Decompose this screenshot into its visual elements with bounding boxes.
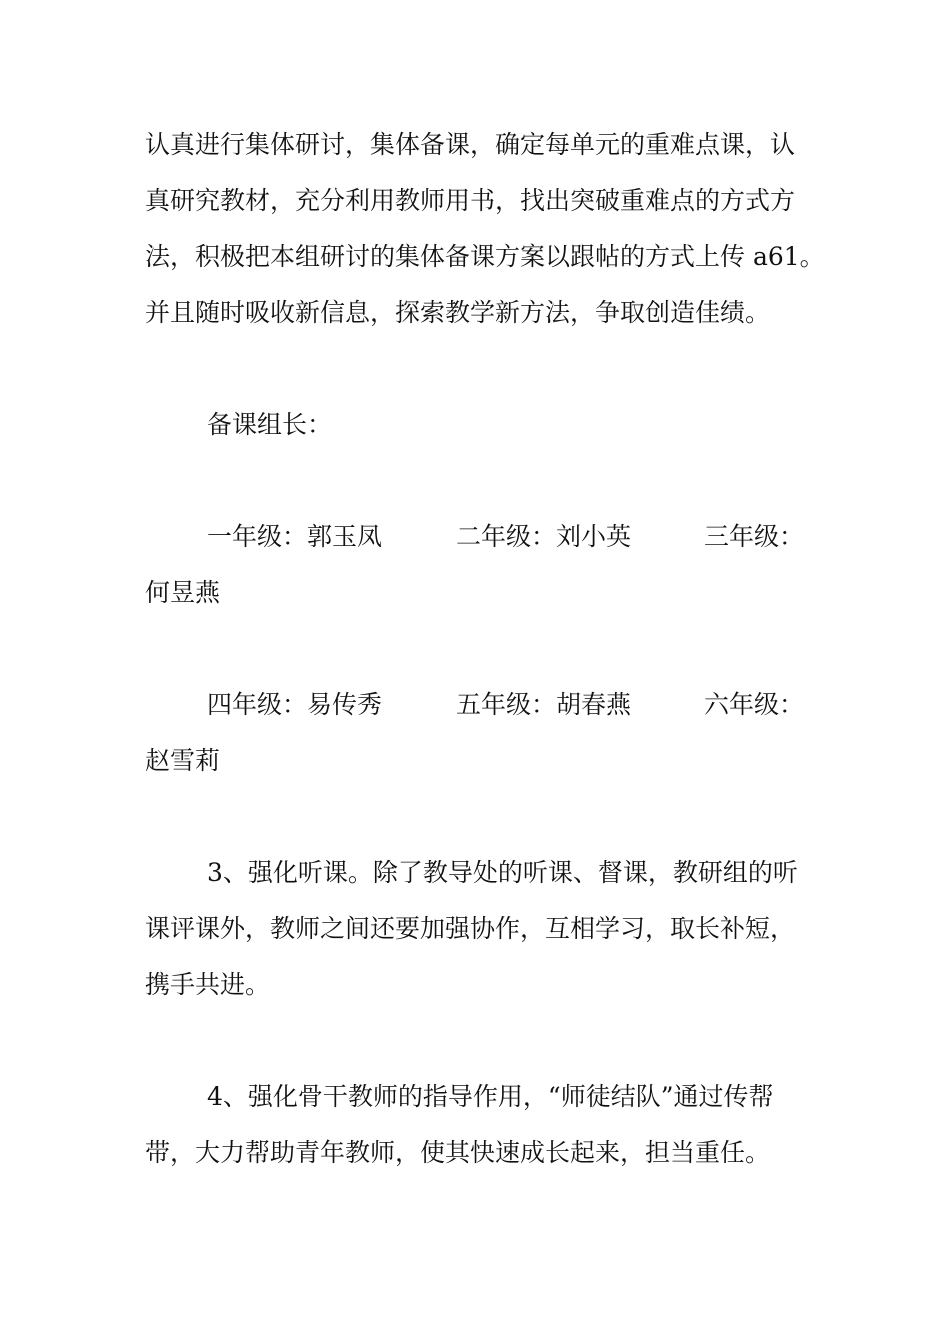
paragraph1-line4: 并且随时吸收新信息，探索教学新方法，争取创造佳绩。 bbox=[145, 298, 771, 327]
paragraph1-line2: 真研究教材，充分利用教师用书，找出突破重难点的方式方 bbox=[145, 186, 796, 215]
grade6-label: 六年级： bbox=[704, 690, 805, 719]
item4-line2: 带，大力帮助青年教师，使其快速成长起来，担当重任。 bbox=[145, 1138, 771, 1167]
grade1-leader: 一年级：郭玉凤 bbox=[207, 522, 383, 551]
item3-line1: 3、强化听课。除了教导处的听课、督课，教研组的听 bbox=[207, 858, 798, 887]
paragraph1-line1: 认真进行集体研讨，集体备课，确定每单元的重难点课，认 bbox=[145, 130, 796, 159]
grade5-leader: 五年级：胡春燕 bbox=[456, 690, 632, 719]
item3-line3: 携手共进。 bbox=[145, 970, 271, 999]
grade3-label: 三年级： bbox=[704, 522, 805, 551]
grade6-name: 赵雪莉 bbox=[145, 746, 221, 775]
grade4-leader: 四年级：易传秀 bbox=[207, 690, 383, 719]
paragraph1-line3: 法，积极把本组研讨的集体备课方案以跟帖的方式上传 a61。 bbox=[145, 242, 825, 271]
group-leaders-heading: 备课组长： bbox=[207, 410, 333, 439]
item3-line2: 课评课外，教师之间还要加强协作，互相学习，取长补短， bbox=[145, 914, 796, 943]
grade3-name: 何昱燕 bbox=[145, 578, 221, 607]
grade2-leader: 二年级：刘小英 bbox=[456, 522, 632, 551]
item4-line1: 4、强化骨干教师的指导作用，“师徒结队”通过传帮 bbox=[207, 1082, 774, 1111]
